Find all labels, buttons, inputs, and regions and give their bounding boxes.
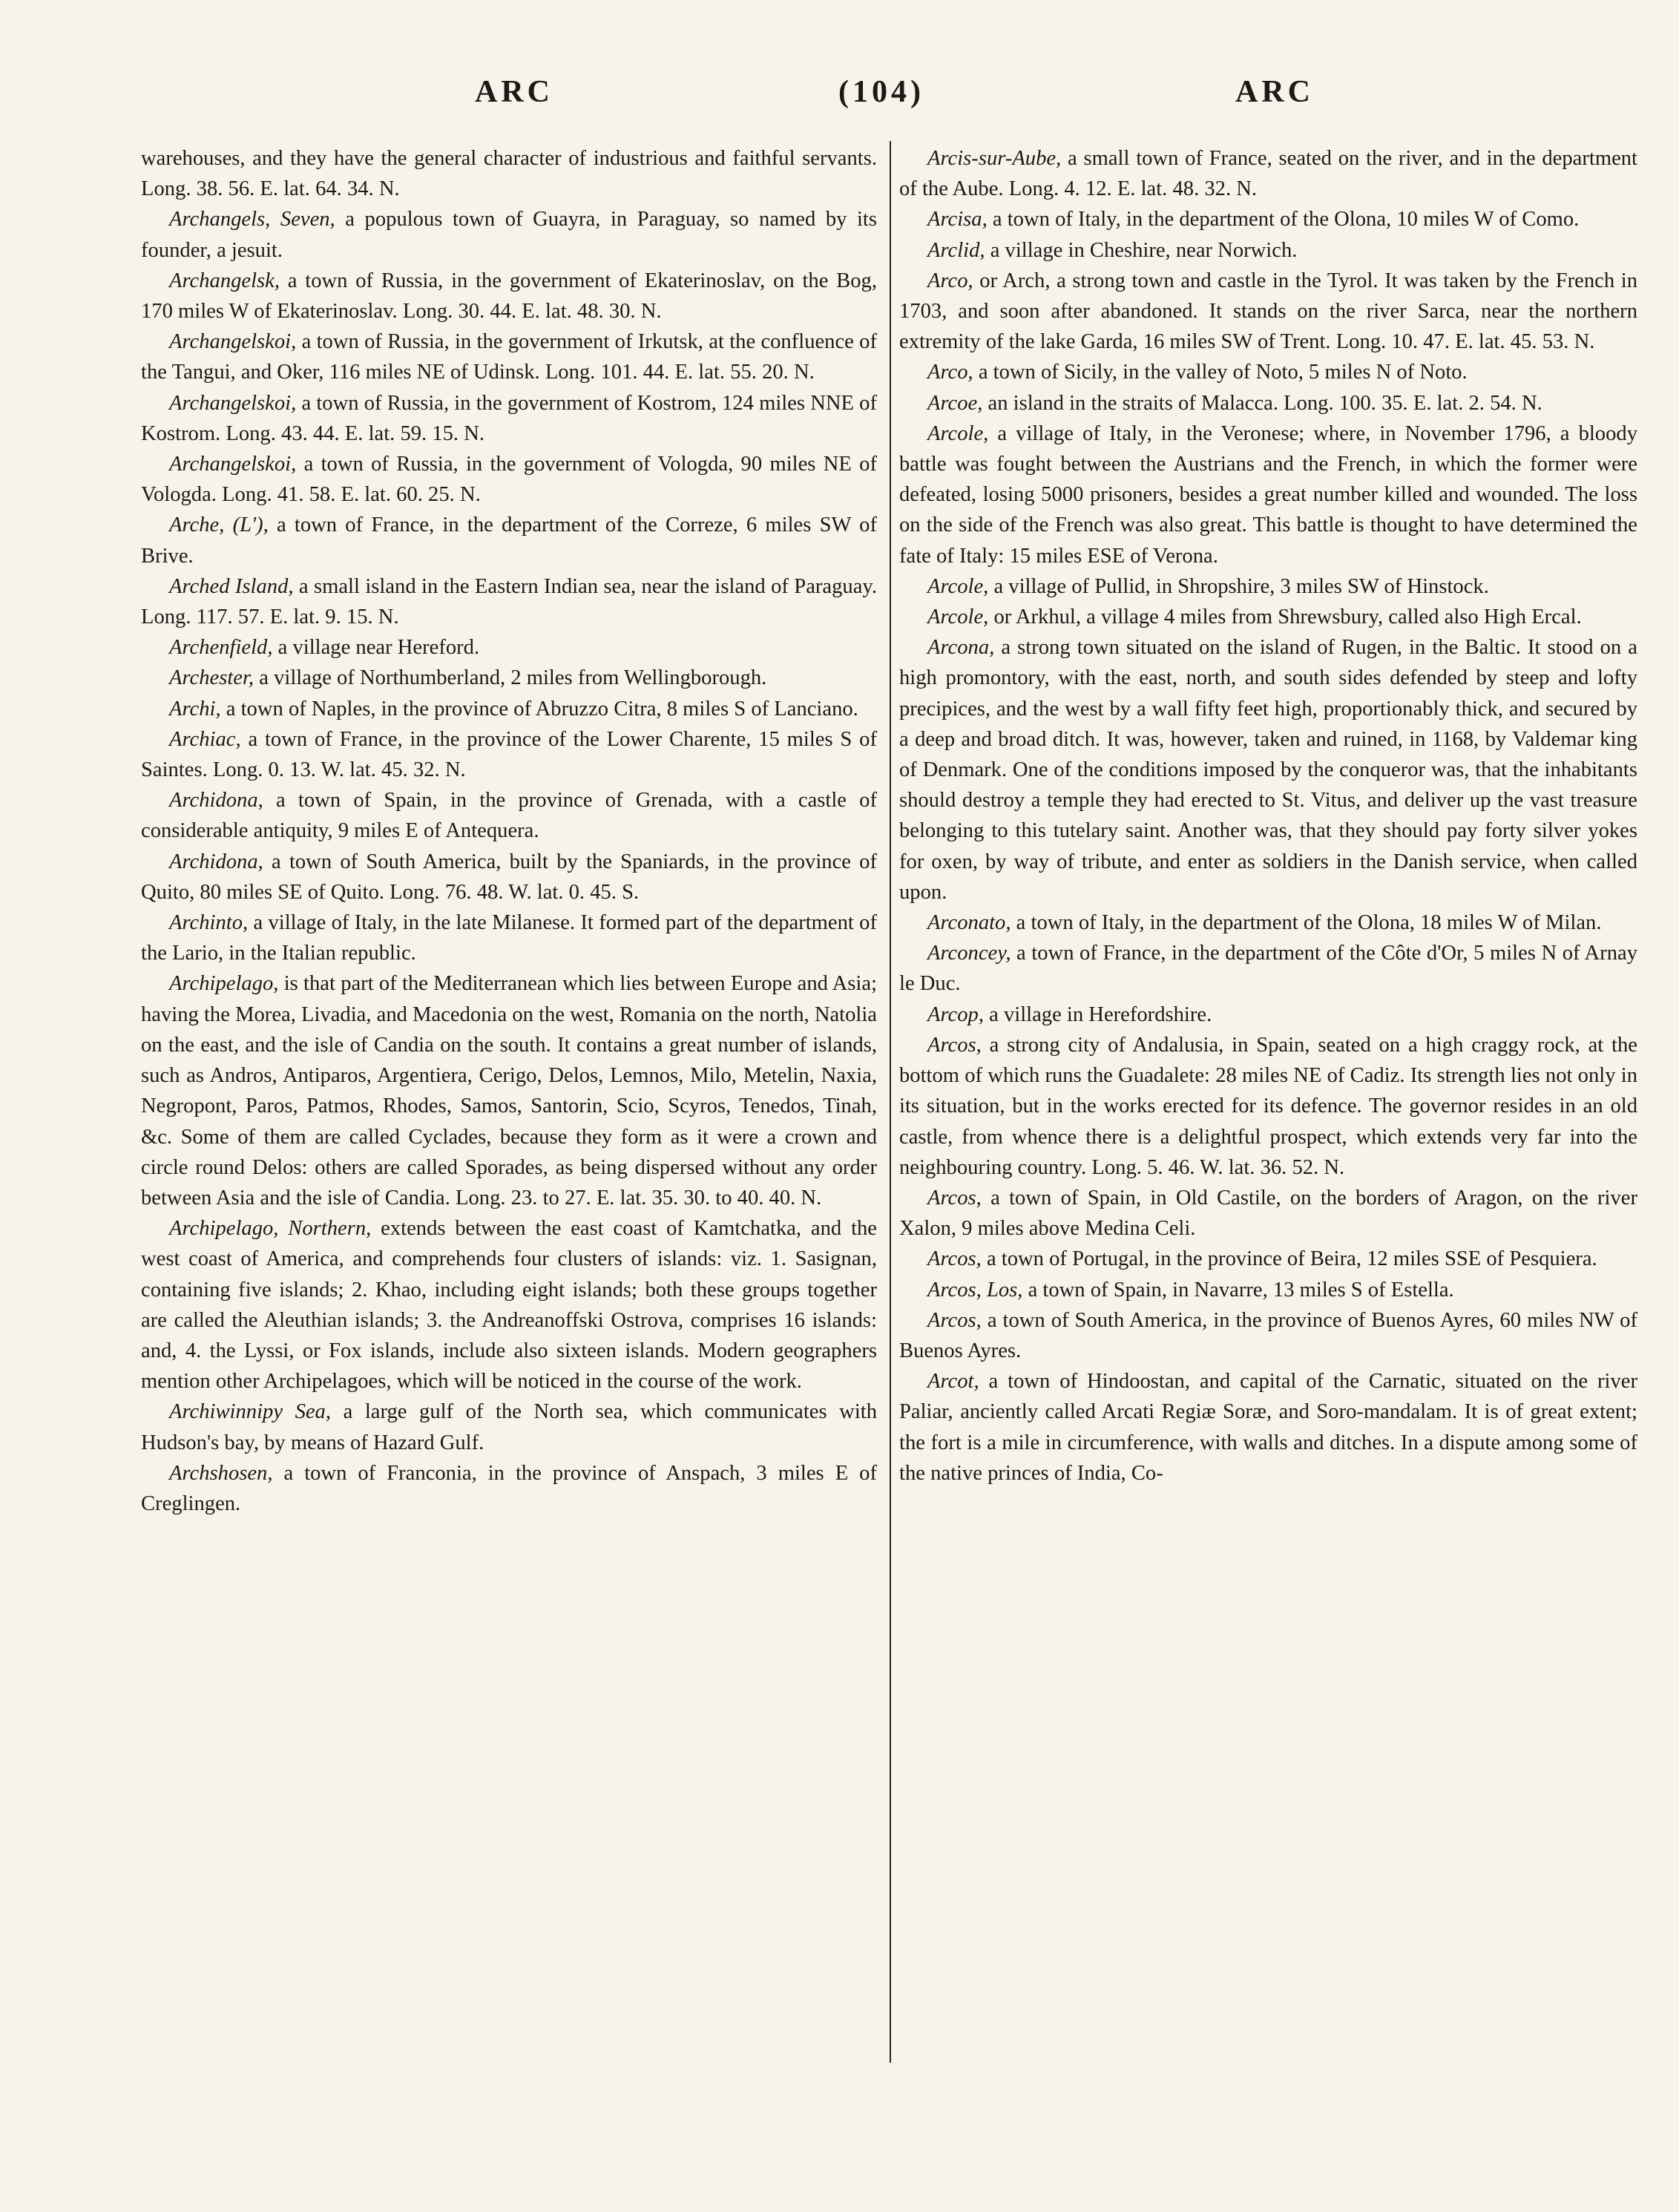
gazetteer-entry [899,1244,1637,1274]
page-number: (104) [838,75,924,109]
gazetteer-entry [141,694,877,724]
entry-headword: Archinto, [169,911,249,935]
entry-text: a strong city of Andalusia, in Spain, seated on a high craggy rock, at the bottom of which runs the Guadalete: 28 miles NE of Cadiz. Its strength lies not only in its situation, but in the works erected for its defence. The governor resides in an old castle, from whence there is a delightful prospect, which extends very far into the neighbouring country. Long. 5. 46. W. lat. 36. 52. N. [899,1033,1637,1179]
entry-text: extends between the east coast of Kamtchatka, and the west coast of America, and comprehends four clusters of islands: viz. 1. Sasignan, containing five islands; 2. Khao, including eight islands; both these groups together are called the Aleuthian islands; 3. the Andreanoffski Ostrova, comprises 16 islands: and, 4. the Lyssi, or Fox islands, include also sixteen islands. Modern geographers mention other Archipelagoes, which will be noticed in the course of the work. [141,1217,877,1394]
entry-text: a town of Russia, in the government of Kostrom, 124 miles NNE of Kostrom. Long. 43. 44. E. lat. 59. 15. N. [141,391,877,445]
header-right-guideword: ARC [1235,75,1314,109]
gazetteer-entry [141,1213,877,1397]
entry-text: or Arch, a strong town and castle in the Tyrol. It was taken by the French in 1703, and soon after abandoned. It stands on the river Sarca, near the northern extremity of the lake Garda, 16 miles SW of Trent. Long. 10. 47. E. lat. 45. 53. N. [899,269,1637,354]
entry-text: a town of Russia, in the government of Vologda, 90 miles NE of Vologda. Long. 41. 58. E. lat. 60. 25. N. [141,453,877,507]
entry-headword: Archangels, Seven, [169,208,335,232]
entry-text: an island in the straits of Malacca. Long. 100. 35. E. lat. 2. 54. N. [982,391,1542,415]
gazetteer-entry [899,1000,1637,1030]
entry-text: a village of Pullid, in Shropshire, 3 miles SW of Hinstock. [988,574,1489,598]
entry-text: a town of Spain, in Navarre, 13 miles S of Estella. [1022,1278,1454,1302]
entry-headword: Arclid, [927,238,985,262]
entry-headword: Arcos, [927,1186,982,1210]
entry-headword: Arcole, [927,574,989,598]
gazetteer-entry [141,571,877,632]
entry-headword: Arcos, [927,1033,982,1057]
entry-text: a town of Sicily, in the valley of Noto, 5 miles N of Noto. [973,361,1468,384]
entry-headword: Arcot, [927,1370,979,1394]
gazetteer-entry [899,1305,1637,1366]
entry-text: a town of Franconia, in the province of Anspach, 3 miles E of Creglingen. [141,1461,877,1515]
entry-headword: Arconcey, [927,942,1011,965]
entry-headword: Arche, (L'), [169,513,269,537]
entry-text: a town of Naples, in the province of Abruzzo Citra, 8 miles S of Lanciano. [220,697,858,721]
gazetteer-entry [141,326,877,387]
entry-text: a town of Portugal, in the province of Beira, 12 miles SSE of Pesquiera. [981,1247,1597,1271]
entry-text: or Arkhul, a village 4 miles from Shrewsbury, called also High Ercal. [988,605,1582,629]
entry-text: a large gulf of the North sea, which communicates with Hudson's bay, by means of Hazard Gulf. [141,1400,878,1454]
entry-text: a populous town of Guayra, in Paraguay, so named by its founder, a jesuit. [141,208,877,262]
gazetteer-entry [899,1366,1637,1489]
entry-text: a village of Italy, in the Veronese; where, in November 1796, a bloody battle was fought between the Austrians and the French, in which the former were defeated, losing 5000 prisoners, besides a great number killed and wounded. The loss on the side of the French was also great. This battle is thought to have determined the fate of Italy: 15 miles ESE of Verona. [899,421,1637,568]
header-left-guideword: ARC [475,75,553,109]
entry-headword: Arcona, [927,636,995,660]
gazetteer-entry [141,388,877,449]
entry-text: a town of South America, in the province of Buenos Ayres, 60 miles NW of Buenos Ayres. [899,1308,1637,1362]
gazetteer-entry [899,1275,1637,1305]
gazetteer-entry [141,785,877,846]
entry-headword: Archipelago, Northern, [169,1217,372,1241]
entry-text: a village of Italy, in the late Milanese. It formed part of the department of the Lario, in the Italian republic. [141,911,877,965]
entry-headword: Archangelskoi, [169,453,297,476]
entry-text: a town of France, in the department of the Correze, 6 miles SW of Brive. [141,513,877,568]
gazetteer-entry [899,419,1637,571]
entry-headword: Archshosen, [169,1461,273,1485]
entry-text: a town of Spain, in the province of Grenada, with a castle of considerable antiquity, 9 miles E of Antequera. [141,789,877,843]
entry-headword: Arcos, [927,1247,982,1271]
entry-text: a strong town situated on the island of Rugen, in the Baltic. It stood on a high promontory, with the east, north, and south sides defended by steep and lofty precipices, and the west by a wall fifty feet high, proportionably thick, and secured by a deep and broad ditch. It was, however, taken and ruined, in 1168, by Valdemar king of Denmark. One of the conditions imposed by the conqueror was, that the inhabitants should destroy a temple they had erected to St. Vitus, and deliver up the vast treasure belonging to this tutelary saint. Another was, that they should pay forty silver yokes for oxen, by way of tribute, and enter as soldiers in the Danish service, when called upon. [899,636,1637,904]
entry-text: a town of France, in the province of the Lower Charente, 15 miles S of Saintes. Long. 0. 13. W. lat. 45. 32. N. [141,727,877,782]
entry-text: a village of Northumberland, 2 miles from Wellingborough. [254,666,767,690]
entry-headword: Arco, [927,361,973,384]
entry-headword: Arcole, [927,605,989,629]
gazetteer-entry [141,510,877,571]
entry-headword: Archenfield, [169,636,273,660]
entry-text: a small island in the Eastern Indian sea, near the island of Paraguay. Long. 117. 57. E. lat. 9. 15. N. [141,574,877,629]
gazetteer-entry [141,449,877,510]
entry-headword: Archiwinnipy Sea, [169,1400,332,1424]
gazetteer-entry [899,266,1637,358]
gazetteer-entry [899,357,1637,387]
right-column [899,143,1637,1489]
entry-headword: Arconato, [927,911,1011,935]
entry-headword: Arcos, [927,1308,982,1332]
entry-headword: Archangelskoi, [169,391,297,415]
gazetteer-entry [899,235,1637,266]
gazetteer-entry [899,908,1637,938]
gazetteer-entry [141,632,877,663]
entry-text: a village near Hereford. [272,636,480,660]
entry-headword: Arcole, [927,421,989,445]
running-header [0,74,1679,126]
entry-text: a town of South America, built by the Spaniards, in the province of Quito, 80 miles SE of Quito. Long. 76. 48. W. lat. 0. 45. S. [141,850,877,904]
entry-headword: Arcop, [927,1002,984,1026]
entry-headword: Arcis-sur-Aube, [927,147,1062,170]
entry-text: a town of Spain, in Old Castile, on the borders of Aragon, on the river Xalon, 9 miles above Medina Celi. [899,1186,1637,1241]
entry-headword: Archester, [169,666,254,690]
gazetteer-entry [141,1458,877,1519]
gazetteer-entry [899,143,1637,204]
entry-headword: Arcisa, [927,208,988,232]
gazetteer-entry [899,204,1637,234]
entry-text: a town of France, in the department of the Côte d'Or, 5 miles N of Arnay le Duc. [899,942,1637,996]
entry-text: is that part of the Mediterranean which lies between Europe and Asia; having the Morea, Livadia, and Macedonia on the west, Romania on the north, Natolia on the east, and the isle of Candia on the south. It contains a great number of islands, such as Andros, Antiparos, Argentiera, Cerigo, Delos, Lemnos, Milo, Metelin, Naxia, Negropont, Paros, Patmos, Rhodes, Samos, Santorin, Scio, Scyros, Tenedos, Tinah, &c. Some of them are called Cyclades, because they form as it were a crown and circle round Delos: others are called Sporades, as being dispersed without any order between Asia and the isle of Candia. Long. 23. to 27. E. lat. 35. 30. to 40. 40. N. [141,972,877,1210]
entry-headword: Arcoe, [927,391,983,415]
entry-headword: Arco, [927,269,973,292]
gazetteer-entry [141,908,877,968]
entry-text: a village in Cheshire, near Norwich. [985,238,1298,262]
entry-text: a town of Russia, in the government of Ekaterinoslav, on the Bog, 170 miles W of Ekaterinoslav. Long. 30. 44. E. lat. 48. 30. N. [141,269,877,324]
entry-text: a small town of France, seated on the river, and in the department of the Aube. Long. 4. 12. E. lat. 48. 32. N. [899,147,1637,201]
gazetteer-entry [141,266,877,326]
gazetteer-entry [141,204,877,265]
entry-headword: Archangelskoi, [169,330,297,354]
column-divider [890,141,891,2063]
entry-headword: Archiac, [169,727,241,751]
gazetteer-entry [899,1030,1637,1183]
gazetteer-entry [141,847,877,908]
entry-headword: Archangelsk, [169,269,280,292]
gazetteer-entry [899,938,1637,999]
entry-text: a town of Italy, in the department of the Olona, 18 miles W of Milan. [1011,911,1602,935]
gazetteer-entry [899,632,1637,908]
gazetteer-entry [141,143,877,204]
entry-text: warehouses, and they have the general character of industrious and faithful servants. Long. 38. 56. E. lat. 64. 34. N. [141,147,877,201]
gazetteer-entry [899,1183,1637,1244]
entry-headword: Archidona, [169,789,263,813]
entry-text: a town of Hindoostan, and capital of the Carnatic, situated on the river Paliar, anciently called Arcati Regiæ Soræ, and Soro-mandalam. It is of great extent; the fort is a mile in circumference, with walls and ditches. In a dispute among some of the native princes of India, Co- [899,1370,1637,1485]
entry-headword: Archidona, [169,850,263,873]
entry-text: a town of Russia, in the government of Irkutsk, at the confluence of the Tangui, and Oker, 116 miles NE of Udinsk. Long. 101. 44. E. lat. 55. 20. N. [141,330,877,384]
gazetteer-entry [899,388,1637,419]
gazetteer-entry [899,571,1637,602]
entry-headword: Archi, [169,697,221,721]
gazetteer-entry [141,1397,877,1457]
gazetteer-entry [141,968,877,1213]
gazetteer-entry [141,724,877,785]
entry-headword: Arched Island, [169,574,294,598]
entry-text: a village in Herefordshire. [983,1002,1212,1026]
entry-headword: Archipelago, [169,972,279,996]
gazetteer-entry [141,663,877,693]
gazetteer-entry [899,602,1637,632]
left-column [141,143,877,1519]
entry-headword: Arcos, Los, [927,1278,1023,1302]
entry-text: a town of Italy, in the department of the Olona, 10 miles W of Como. [987,208,1580,232]
